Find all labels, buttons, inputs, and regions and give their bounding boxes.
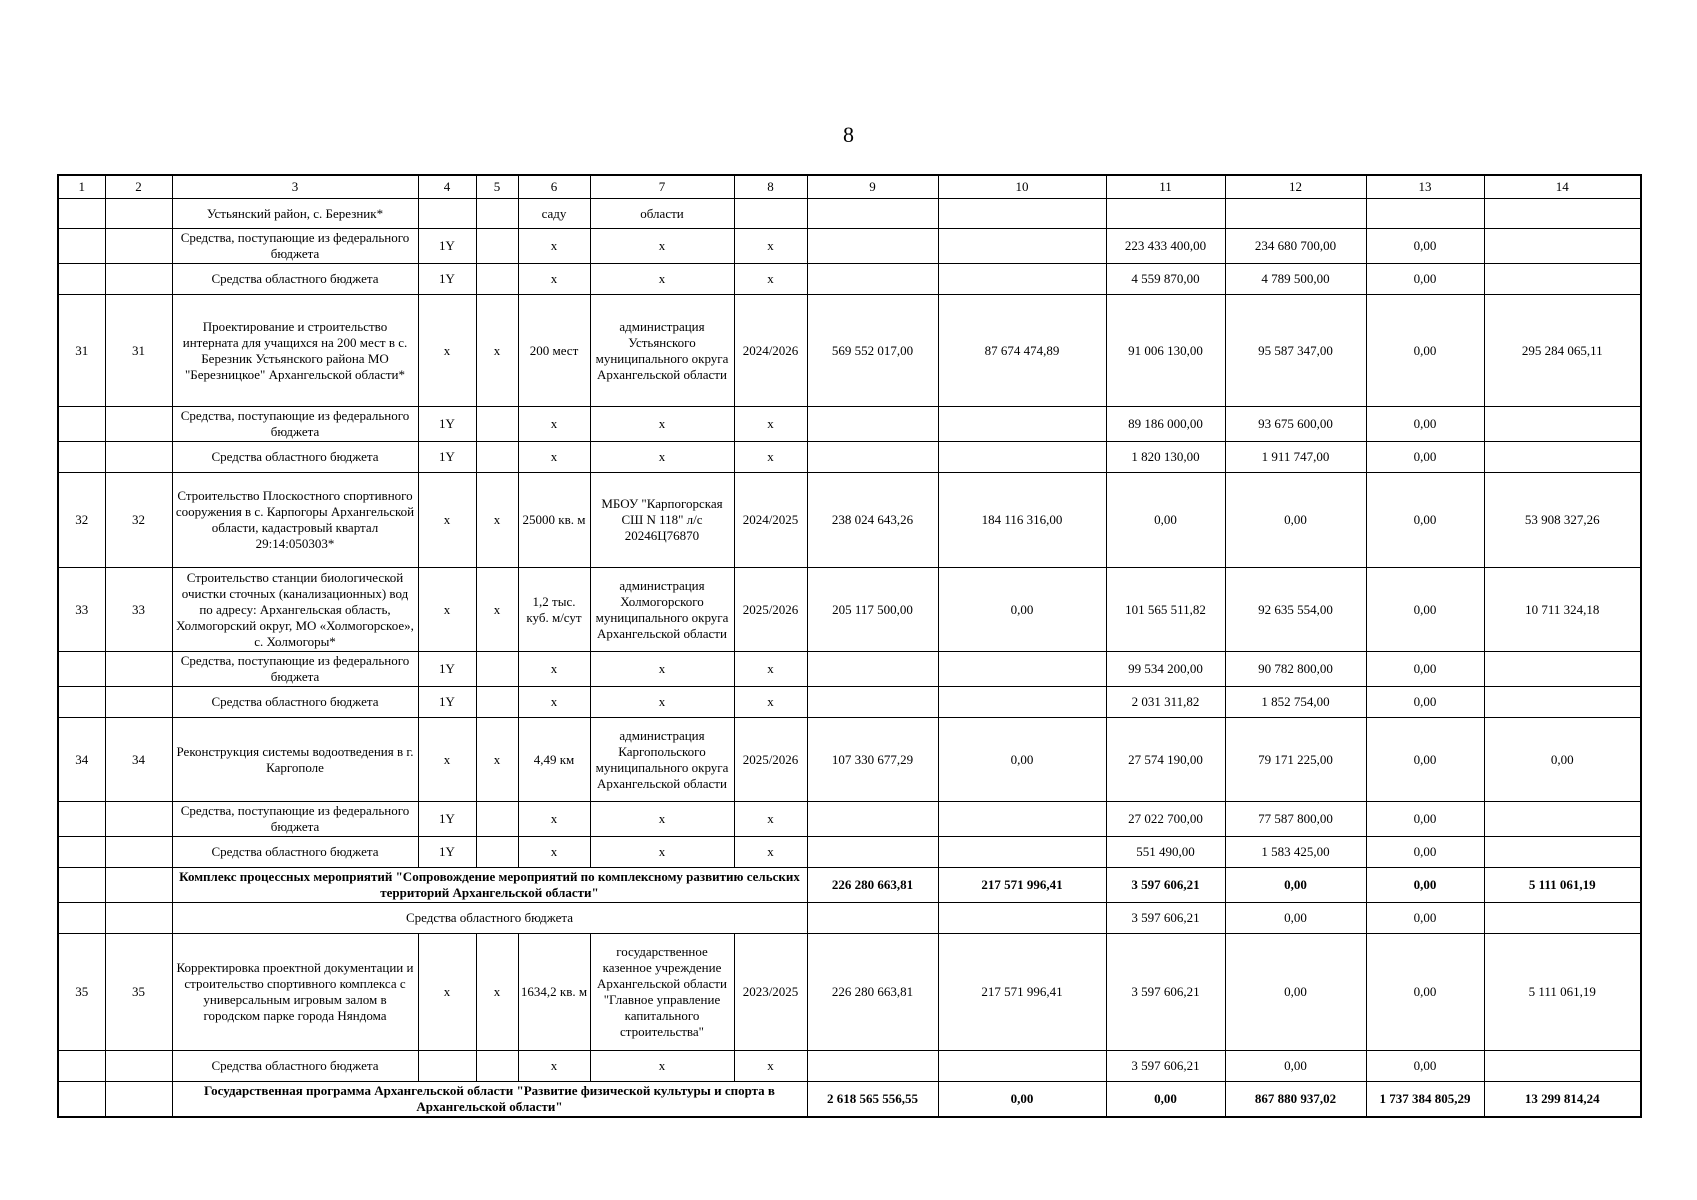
cell-col-9 (807, 1051, 938, 1082)
table-row (58, 903, 1641, 934)
cell-col-9 (807, 229, 938, 264)
cell-col-10 (938, 903, 1106, 934)
cell-col-6: x (518, 837, 590, 868)
cell-col-3: Средства, поступающие из федерального бюджета (172, 802, 418, 837)
cell-col-4: x (418, 568, 476, 652)
cell-col-9: 107 330 677,29 (807, 718, 938, 802)
cell-col-14 (1484, 442, 1641, 473)
cell-col-1 (58, 652, 105, 687)
column-header-2: 2 (105, 175, 172, 199)
cell-col-9: 569 552 017,00 (807, 295, 938, 407)
table-row (58, 199, 1641, 229)
cell-col-13: 0,00 (1366, 802, 1484, 837)
cell-col-12: 90 782 800,00 (1225, 652, 1366, 687)
cell-col-10: 0,00 (938, 718, 1106, 802)
cell-col-11: 1 820 130,00 (1106, 442, 1225, 473)
cell-col-8: x (734, 802, 807, 837)
cell-col-11: 0,00 (1106, 1082, 1225, 1118)
column-header-9: 9 (807, 175, 938, 199)
cell-col-14 (1484, 903, 1641, 934)
cell-col-10 (938, 802, 1106, 837)
cell-col-1 (58, 229, 105, 264)
table-row (58, 568, 1641, 652)
column-header-12: 12 (1225, 175, 1366, 199)
cell-col-10: 184 116 316,00 (938, 473, 1106, 568)
cell-col-11: 27 574 190,00 (1106, 718, 1225, 802)
cell-col-5 (476, 442, 518, 473)
cell-col-3: Средства, поступающие из федерального бюджета (172, 652, 418, 687)
program-table (57, 174, 1642, 1118)
cell-col-13: 0,00 (1366, 687, 1484, 718)
cell-col-6: саду (518, 199, 590, 229)
cell-col-4: 1Y (418, 229, 476, 264)
cell-col-1 (58, 442, 105, 473)
cell-col-14 (1484, 802, 1641, 837)
cell-col-2: 35 (105, 934, 172, 1051)
cell-col-1 (58, 264, 105, 295)
cell-col-14: 10 711 324,18 (1484, 568, 1641, 652)
cell-col-9: 205 117 500,00 (807, 568, 938, 652)
cell-col-11: 2 031 311,82 (1106, 687, 1225, 718)
cell-col-2 (105, 1082, 172, 1118)
cell-col-7: x (590, 802, 734, 837)
cell-col-11: 91 006 130,00 (1106, 295, 1225, 407)
cell-col-13: 0,00 (1366, 837, 1484, 868)
cell-col-3: Средства областного бюджета (172, 837, 418, 868)
cell-col-1 (58, 1051, 105, 1082)
cell-col-12: 234 680 700,00 (1225, 229, 1366, 264)
cell-col-13: 0,00 (1366, 568, 1484, 652)
cell-col-3: Средства, поступающие из федерального бюджета (172, 229, 418, 264)
table-row (58, 473, 1641, 568)
cell-col-6: x (518, 652, 590, 687)
cell-col-13: 0,00 (1366, 442, 1484, 473)
cell-col-13: 0,00 (1366, 229, 1484, 264)
cell-col-6: 1,2 тыс. куб. м/сут (518, 568, 590, 652)
cell-col-13: 0,00 (1366, 473, 1484, 568)
cell-col-2 (105, 407, 172, 442)
cell-col-8: 2025/2026 (734, 718, 807, 802)
cell-col-1 (58, 407, 105, 442)
cell-col-12: 0,00 (1225, 934, 1366, 1051)
cell-col-4 (418, 199, 476, 229)
cell-col-10: 217 571 996,41 (938, 934, 1106, 1051)
cell-col-6: 25000 кв. м (518, 473, 590, 568)
cell-col-3: Средства областного бюджета (172, 264, 418, 295)
cell-col-6: 1634,2 кв. м (518, 934, 590, 1051)
cell-col-9 (807, 442, 938, 473)
cell-col-5 (476, 264, 518, 295)
cell-col-6: 200 мест (518, 295, 590, 407)
cell-col-1 (58, 802, 105, 837)
cell-col-13: 0,00 (1366, 264, 1484, 295)
cell-col-6: x (518, 407, 590, 442)
cell-col-12: 95 587 347,00 (1225, 295, 1366, 407)
cell-col-11: 3 597 606,21 (1106, 903, 1225, 934)
cell-col-9: 226 280 663,81 (807, 934, 938, 1051)
column-header-14: 14 (1484, 175, 1641, 199)
cell-col-8: 2025/2026 (734, 568, 807, 652)
cell-col-5: x (476, 568, 518, 652)
cell-col-3: Средства областного бюджета (172, 1051, 418, 1082)
cell-col-5: x (476, 473, 518, 568)
cell-col-14: 5 111 061,19 (1484, 868, 1641, 903)
cell-col-3: Строительство Плоскостного спортивного сооружения в с. Карпогоры Архангельской области, кадастровый квартал 29:14:050303* (172, 473, 418, 568)
cell-col-8: x (734, 1051, 807, 1082)
cell-col-12: 4 789 500,00 (1225, 264, 1366, 295)
cell-col-12: 0,00 (1225, 903, 1366, 934)
cell-col-4: x (418, 295, 476, 407)
cell-col-9 (807, 264, 938, 295)
cell-col-13: 0,00 (1366, 868, 1484, 903)
cell-col-7: x (590, 687, 734, 718)
cell-col-3: Устьянский район, с. Березник* (172, 199, 418, 229)
cell-col-14 (1484, 687, 1641, 718)
cell-col-8 (734, 199, 807, 229)
cell-col-11: 3 597 606,21 (1106, 1051, 1225, 1082)
cell-col-1: 35 (58, 934, 105, 1051)
cell-col-5: x (476, 934, 518, 1051)
column-header-5: 5 (476, 175, 518, 199)
cell-col-11: 99 534 200,00 (1106, 652, 1225, 687)
cell-col-3: Средства, поступающие из федерального бюджета (172, 407, 418, 442)
cell-col-14 (1484, 837, 1641, 868)
cell-col-9 (807, 837, 938, 868)
cell-col-13: 0,00 (1366, 295, 1484, 407)
cell-col-3: Государственная программа Архангельской области "Развитие физической культуры и спорта в Архангельской области" (172, 1082, 807, 1118)
cell-col-12: 77 587 800,00 (1225, 802, 1366, 837)
cell-col-10 (938, 652, 1106, 687)
cell-col-3: Проектирование и строительство интерната для учащихся на 200 мест в с. Березник Устьянского района МО "Березницкое" Архангельской области* (172, 295, 418, 407)
cell-col-10 (938, 837, 1106, 868)
cell-col-10: 217 571 996,41 (938, 868, 1106, 903)
header-row (58, 175, 1641, 199)
cell-col-3: Средства областного бюджета (172, 687, 418, 718)
cell-col-11: 27 022 700,00 (1106, 802, 1225, 837)
cell-col-14 (1484, 264, 1641, 295)
cell-col-3: Корректировка проектной документации и строительство спортивного комплекса с универсальным игровым залом в городском парке города Няндома (172, 934, 418, 1051)
table-row (58, 264, 1641, 295)
cell-col-1 (58, 199, 105, 229)
cell-col-4: 1Y (418, 802, 476, 837)
table-row (58, 1082, 1641, 1118)
cell-col-7: x (590, 837, 734, 868)
table-row (58, 718, 1641, 802)
cell-col-12: 1 583 425,00 (1225, 837, 1366, 868)
cell-col-6: x (518, 442, 590, 473)
page-number: 8 (843, 122, 854, 147)
cell-col-14 (1484, 407, 1641, 442)
cell-col-11: 3 597 606,21 (1106, 868, 1225, 903)
cell-col-1: 31 (58, 295, 105, 407)
cell-col-4: 1Y (418, 652, 476, 687)
cell-col-11: 3 597 606,21 (1106, 934, 1225, 1051)
cell-col-1 (58, 1082, 105, 1118)
cell-col-5 (476, 1051, 518, 1082)
cell-col-10 (938, 264, 1106, 295)
cell-col-5 (476, 407, 518, 442)
cell-col-14: 13 299 814,24 (1484, 1082, 1641, 1118)
cell-col-4: 1Y (418, 837, 476, 868)
cell-col-5: x (476, 718, 518, 802)
cell-col-12: 867 880 937,02 (1225, 1082, 1366, 1118)
cell-col-6: x (518, 229, 590, 264)
cell-col-11: 4 559 870,00 (1106, 264, 1225, 295)
cell-col-2 (105, 802, 172, 837)
cell-col-10 (938, 229, 1106, 264)
cell-col-7: администрация Холмогорского муниципального округа Архангельской области (590, 568, 734, 652)
cell-col-5 (476, 687, 518, 718)
column-header-1: 1 (58, 175, 105, 199)
cell-col-1 (58, 868, 105, 903)
cell-col-8: 2023/2025 (734, 934, 807, 1051)
cell-col-10 (938, 199, 1106, 229)
cell-col-2 (105, 229, 172, 264)
column-header-8: 8 (734, 175, 807, 199)
cell-col-10 (938, 407, 1106, 442)
cell-col-14 (1484, 229, 1641, 264)
cell-col-8: x (734, 687, 807, 718)
cell-col-12: 93 675 600,00 (1225, 407, 1366, 442)
cell-col-8: 2024/2025 (734, 473, 807, 568)
column-header-10: 10 (938, 175, 1106, 199)
cell-col-7: x (590, 652, 734, 687)
cell-col-9 (807, 903, 938, 934)
cell-col-5 (476, 802, 518, 837)
cell-col-13: 1 737 384 805,29 (1366, 1082, 1484, 1118)
cell-col-13: 0,00 (1366, 718, 1484, 802)
cell-col-12: 79 171 225,00 (1225, 718, 1366, 802)
cell-col-6: x (518, 264, 590, 295)
table-row (58, 868, 1641, 903)
cell-col-13: 0,00 (1366, 1051, 1484, 1082)
cell-col-4: x (418, 934, 476, 1051)
cell-col-1: 34 (58, 718, 105, 802)
cell-col-12 (1225, 199, 1366, 229)
table-row (58, 407, 1641, 442)
cell-col-2: 34 (105, 718, 172, 802)
cell-col-5: x (476, 295, 518, 407)
cell-col-5 (476, 652, 518, 687)
cell-col-7: МБОУ "Карпогорская СШ N 118" л/с 20246Ц76870 (590, 473, 734, 568)
cell-col-6: x (518, 1051, 590, 1082)
cell-col-6: x (518, 802, 590, 837)
cell-col-12: 1 911 747,00 (1225, 442, 1366, 473)
column-header-4: 4 (418, 175, 476, 199)
column-header-6: 6 (518, 175, 590, 199)
cell-col-3: Средства областного бюджета (172, 442, 418, 473)
cell-col-14: 0,00 (1484, 718, 1641, 802)
cell-col-2: 33 (105, 568, 172, 652)
column-header-11: 11 (1106, 175, 1225, 199)
cell-col-13: 0,00 (1366, 934, 1484, 1051)
cell-col-12: 92 635 554,00 (1225, 568, 1366, 652)
cell-col-7: x (590, 264, 734, 295)
cell-col-7: государственное казенное учреждение Архангельской области "Главное управление капитального строительства" (590, 934, 734, 1051)
cell-col-12: 1 852 754,00 (1225, 687, 1366, 718)
cell-col-4 (418, 1051, 476, 1082)
cell-col-14: 5 111 061,19 (1484, 934, 1641, 1051)
cell-col-2 (105, 264, 172, 295)
table-row (58, 837, 1641, 868)
table-row (58, 295, 1641, 407)
cell-col-8: x (734, 264, 807, 295)
cell-col-7: x (590, 407, 734, 442)
table-row (58, 802, 1641, 837)
cell-col-14 (1484, 652, 1641, 687)
cell-col-9: 2 618 565 556,55 (807, 1082, 938, 1118)
cell-col-8: x (734, 652, 807, 687)
cell-col-14: 295 284 065,11 (1484, 295, 1641, 407)
cell-col-14 (1484, 1051, 1641, 1082)
cell-col-1 (58, 687, 105, 718)
cell-col-7: x (590, 229, 734, 264)
cell-col-7: x (590, 442, 734, 473)
cell-col-10: 0,00 (938, 1082, 1106, 1118)
cell-col-12: 0,00 (1225, 473, 1366, 568)
cell-col-14: 53 908 327,26 (1484, 473, 1641, 568)
cell-col-11: 89 186 000,00 (1106, 407, 1225, 442)
cell-col-11: 551 490,00 (1106, 837, 1225, 868)
cell-col-9 (807, 802, 938, 837)
cell-col-2 (105, 199, 172, 229)
cell-col-4: 1Y (418, 442, 476, 473)
cell-col-1 (58, 903, 105, 934)
cell-col-9 (807, 652, 938, 687)
cell-col-4: 1Y (418, 264, 476, 295)
cell-col-11: 101 565 511,82 (1106, 568, 1225, 652)
cell-col-9: 226 280 663,81 (807, 868, 938, 903)
cell-col-13: 0,00 (1366, 903, 1484, 934)
cell-col-13: 0,00 (1366, 652, 1484, 687)
column-header-13: 13 (1366, 175, 1484, 199)
cell-col-1: 33 (58, 568, 105, 652)
cell-col-9: 238 024 643,26 (807, 473, 938, 568)
cell-col-2 (105, 687, 172, 718)
cell-col-2: 31 (105, 295, 172, 407)
cell-col-4: 1Y (418, 687, 476, 718)
cell-col-8: x (734, 229, 807, 264)
cell-col-5 (476, 229, 518, 264)
cell-col-5 (476, 199, 518, 229)
cell-col-8: 2024/2026 (734, 295, 807, 407)
cell-col-7: x (590, 1051, 734, 1082)
cell-col-4: x (418, 718, 476, 802)
cell-col-7: области (590, 199, 734, 229)
cell-col-10 (938, 442, 1106, 473)
cell-col-5 (476, 837, 518, 868)
table-row (58, 1051, 1641, 1082)
cell-col-6: x (518, 687, 590, 718)
table-body (58, 175, 1641, 1117)
cell-col-8: x (734, 837, 807, 868)
cell-col-10: 0,00 (938, 568, 1106, 652)
cell-col-9 (807, 687, 938, 718)
cell-col-6: 4,49 км (518, 718, 590, 802)
cell-col-7: администрация Каргопольского муниципального округа Архангельской области (590, 718, 734, 802)
cell-col-4: 1Y (418, 407, 476, 442)
cell-col-7: администрация Устьянского муниципального округа Архангельской области (590, 295, 734, 407)
cell-col-4: x (418, 473, 476, 568)
cell-col-1 (58, 837, 105, 868)
cell-col-10: 87 674 474,89 (938, 295, 1106, 407)
cell-col-1: 32 (58, 473, 105, 568)
cell-col-10 (938, 687, 1106, 718)
cell-col-11: 223 433 400,00 (1106, 229, 1225, 264)
cell-col-3: Средства областного бюджета (172, 903, 807, 934)
cell-col-11: 0,00 (1106, 473, 1225, 568)
cell-col-2 (105, 837, 172, 868)
cell-col-13 (1366, 199, 1484, 229)
cell-col-2 (105, 442, 172, 473)
cell-col-11 (1106, 199, 1225, 229)
table-row (58, 687, 1641, 718)
cell-col-3: Строительство станции биологической очистки сточных (канализационных) вод по адресу: Архангельская область, Холмогорский округ, МО «Холмогорское», с. Холмогоры* (172, 568, 418, 652)
cell-col-12: 0,00 (1225, 868, 1366, 903)
cell-col-13: 0,00 (1366, 407, 1484, 442)
cell-col-2 (105, 652, 172, 687)
cell-col-2 (105, 1051, 172, 1082)
table-row (58, 442, 1641, 473)
cell-col-9 (807, 199, 938, 229)
cell-col-14 (1484, 199, 1641, 229)
cell-col-2 (105, 903, 172, 934)
column-header-7: 7 (590, 175, 734, 199)
table-row (58, 934, 1641, 1051)
cell-col-8: x (734, 442, 807, 473)
cell-col-2 (105, 868, 172, 903)
cell-col-2: 32 (105, 473, 172, 568)
table-row (58, 229, 1641, 264)
cell-col-9 (807, 407, 938, 442)
table-row (58, 652, 1641, 687)
cell-col-3: Реконструкция системы водоотведения в г. Каргополе (172, 718, 418, 802)
column-header-3: 3 (172, 175, 418, 199)
cell-col-8: x (734, 407, 807, 442)
cell-col-10 (938, 1051, 1106, 1082)
cell-col-3: Комплекс процессных мероприятий "Сопровождение мероприятий по комплексному развитию сельских территорий Архангельской области" (172, 868, 807, 903)
cell-col-12: 0,00 (1225, 1051, 1366, 1082)
